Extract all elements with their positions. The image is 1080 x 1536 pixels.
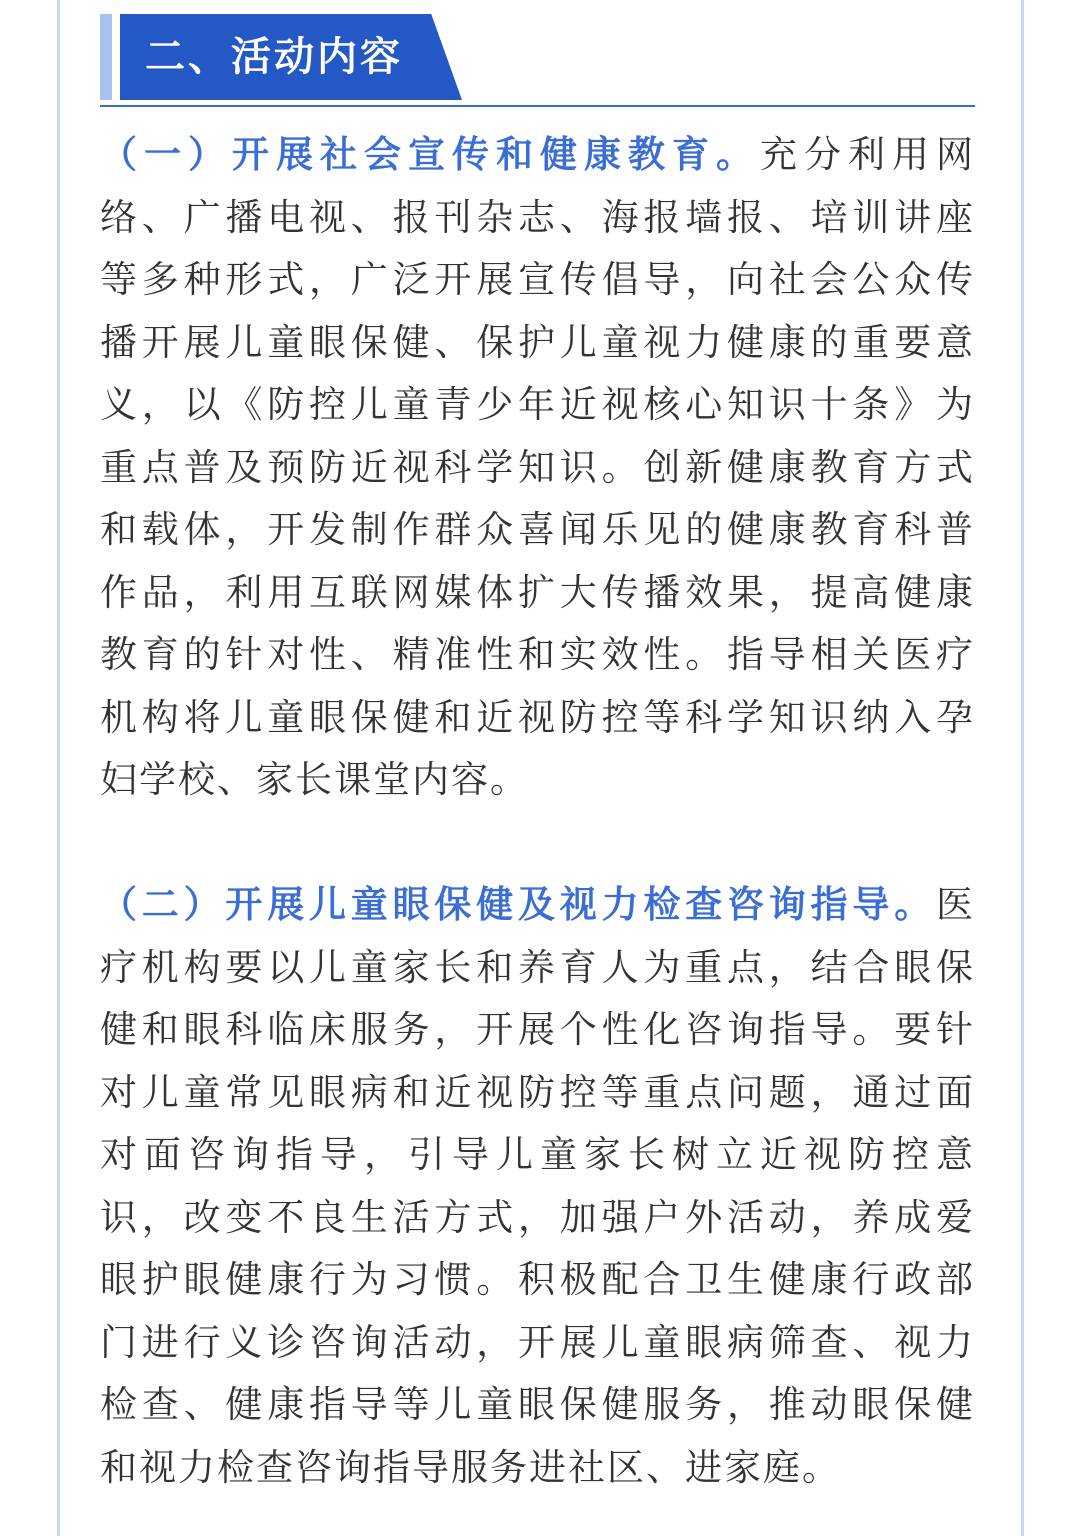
paragraph-lead: （二）开展儿童眼保健及视力检查咨询指导。 xyxy=(100,883,936,926)
paragraph-line: 重点普及预防近视科学知识。创新健康教育方式 xyxy=(100,445,975,489)
paragraph-line: 眼护眼健康行为习惯。积极配合卫生健康行政部 xyxy=(100,1258,975,1301)
paragraph-line: 健和眼科临床服务，开展个性化咨询指导。要针 xyxy=(100,1008,975,1051)
paragraph-line: 疗机构要以儿童家长和养育人为重点，结合眼保 xyxy=(100,945,975,989)
section-header-divider xyxy=(100,105,975,107)
paragraph-line: 妇学校、家长课堂内容。 xyxy=(100,758,529,801)
left-border-line xyxy=(57,0,60,1536)
paragraph-line: 义，以《防控儿童青少年近视核心知识十条》为 xyxy=(100,383,975,426)
paragraph-line: 门进行义诊咨询活动，开展儿童眼病筛查、视力 xyxy=(100,1320,975,1364)
paragraph-line: 络、广播电视、报刊杂志、海报墙报、培训讲座 xyxy=(100,195,975,239)
paragraph-line: 检查、健康指导等儿童眼保健服务，推动眼保健 xyxy=(100,1383,975,1426)
paragraph-lead: （一）开展社会宣传和健康教育。 xyxy=(100,133,760,176)
right-border-line xyxy=(1021,0,1024,1536)
section-header-accent-bar xyxy=(100,14,112,100)
section-paragraph-1 xyxy=(100,124,975,812)
paragraph-line: 识，改变不良生活方式，加强户外活动，养成爱 xyxy=(100,1195,975,1239)
paragraph-line: 教育的针对性、精准性和实效性。指导相关医疗 xyxy=(100,633,975,676)
paragraph-line: 机构将儿童眼保健和近视防控等科学知识纳入孕 xyxy=(100,695,975,739)
section-paragraph-2 xyxy=(100,874,975,1499)
section-title: 二、活动内容 xyxy=(145,34,403,80)
paragraph-line: 播开展儿童眼保健、保护儿童视力健康的重要意 xyxy=(100,320,975,364)
paragraph-line: 对面咨询指导，引导儿童家长树立近视防控意 xyxy=(100,1133,975,1176)
section-header xyxy=(100,14,975,108)
paragraph-line: 和载体，开发制作群众喜闻乐见的健康教育科普 xyxy=(100,508,975,551)
paragraph-line: 和视力检查咨询指导服务进社区、进家庭。 xyxy=(100,1445,841,1489)
paragraph-line xyxy=(100,874,975,937)
paragraph-line: 对儿童常见眼病和近视防控等重点问题，通过面 xyxy=(100,1070,975,1114)
paragraph-line-text: 医 xyxy=(936,883,975,926)
paragraph-line xyxy=(100,124,975,187)
paragraph-line: 作品，利用互联网媒体扩大传播效果，提高健康 xyxy=(100,570,975,614)
paragraph-line: 等多种形式，广泛开展宣传倡导，向社会公众传 xyxy=(100,258,975,301)
paragraph-line-text: 充分利用网 xyxy=(760,133,975,176)
